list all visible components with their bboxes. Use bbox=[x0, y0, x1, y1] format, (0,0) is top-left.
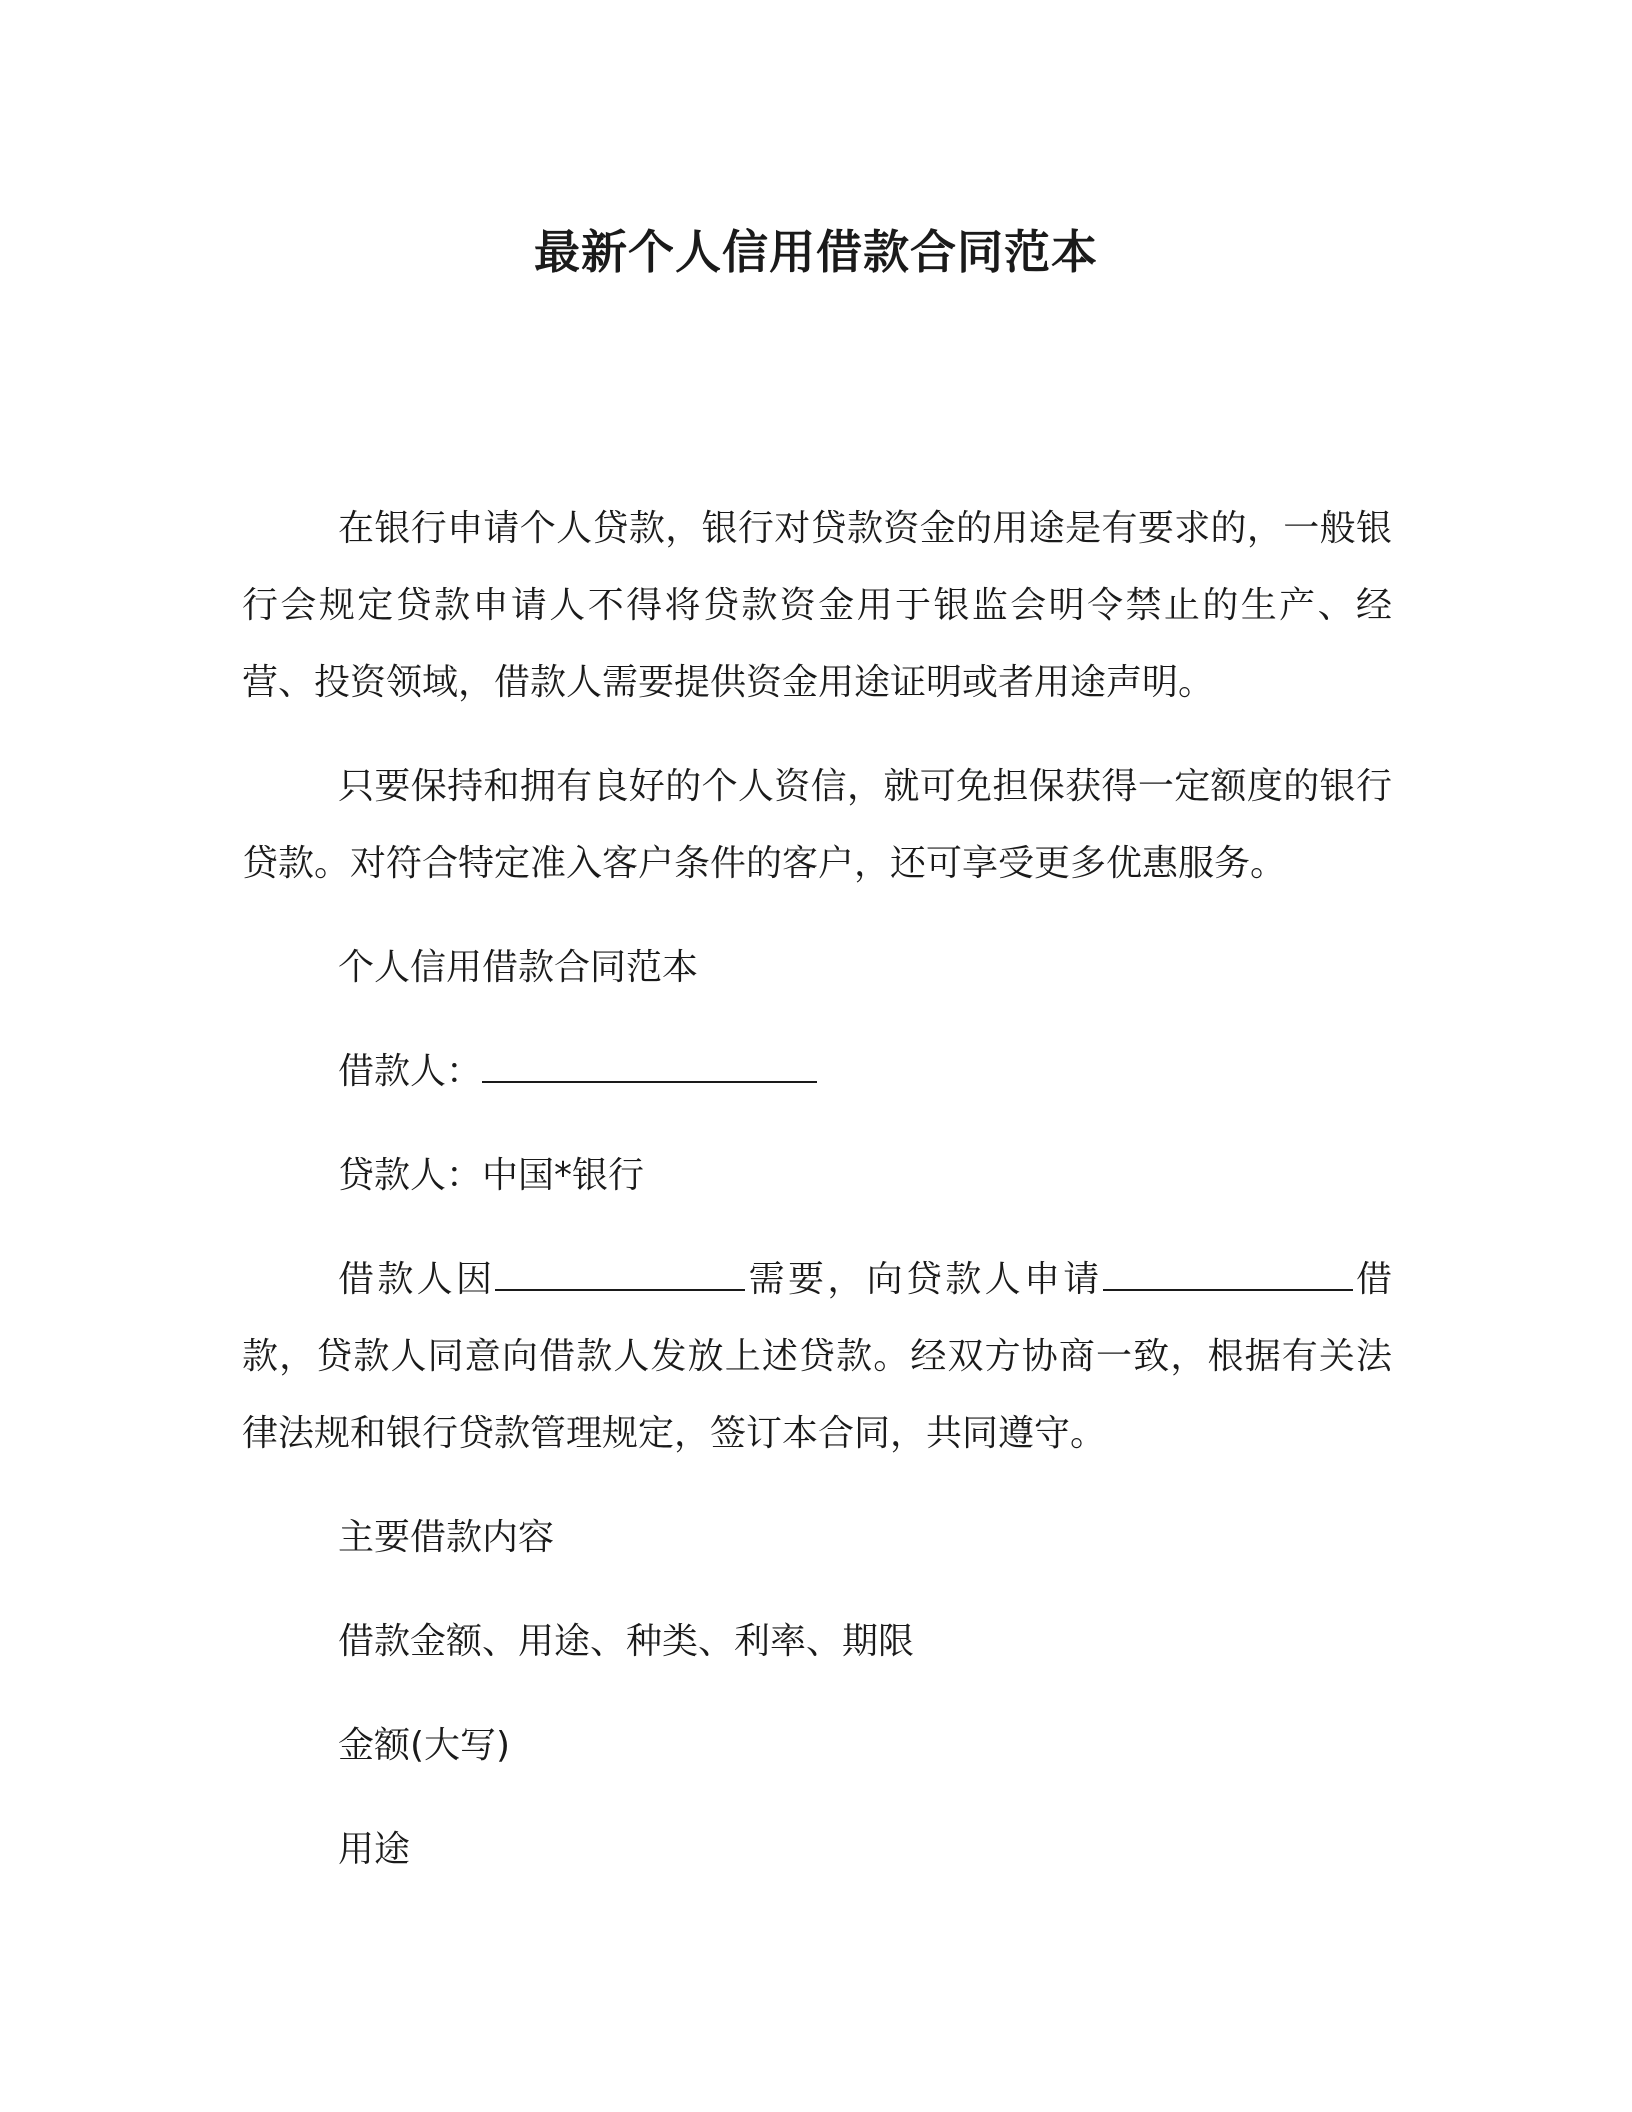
lender-line bbox=[242, 1137, 1392, 1214]
reason-blank bbox=[495, 1253, 745, 1291]
main-content-heading: 主要借款内容 bbox=[338, 1517, 555, 1558]
document-body bbox=[242, 490, 1392, 1915]
intro-paragraph-1: 在银行申请个人贷款，银行对贷款资金的用途是有要求的，一般银行会规定贷款申请人不得将贷款资金用于银监会明令禁止的生产、经营、投资领域，借款人需要提供资金用途证明或者用途声明。 bbox=[242, 508, 1392, 703]
contract-heading: 个人信用借款合同范本 bbox=[338, 947, 699, 988]
borrower-blank bbox=[482, 1045, 817, 1083]
amount-blank bbox=[1103, 1253, 1353, 1291]
document-title: 最新个人信用借款合同范本 bbox=[534, 225, 1098, 279]
clause-part-3: 借款，贷款人同意向借款人发放上述贷款。经双方协商一致，根据有关法律法规和银行贷款管理规定，签订本合同，共同遵守。 bbox=[242, 1259, 1392, 1454]
borrower-line bbox=[242, 1033, 1392, 1110]
clause-part-2: 需要，向贷款人申请 bbox=[745, 1259, 1103, 1300]
loan-items-line: 借款金额、用途、种类、利率、期限 bbox=[338, 1621, 915, 1662]
purpose-label: 用途 bbox=[338, 1829, 411, 1870]
lender-value: 中国*银行 bbox=[482, 1155, 645, 1196]
amount-label: 金额(大写) bbox=[338, 1725, 511, 1766]
borrower-label: 借款人： bbox=[338, 1051, 483, 1092]
intro-paragraph-2: 只要保持和拥有良好的个人资信，就可免担保获得一定额度的银行贷款。对符合特定准入客户条件的客户，还可享受更多优惠服务。 bbox=[242, 766, 1392, 884]
clause-paragraph bbox=[242, 1241, 1392, 1472]
clause-part-1: 借款人因 bbox=[338, 1259, 496, 1300]
lender-label: 贷款人： bbox=[338, 1155, 483, 1196]
